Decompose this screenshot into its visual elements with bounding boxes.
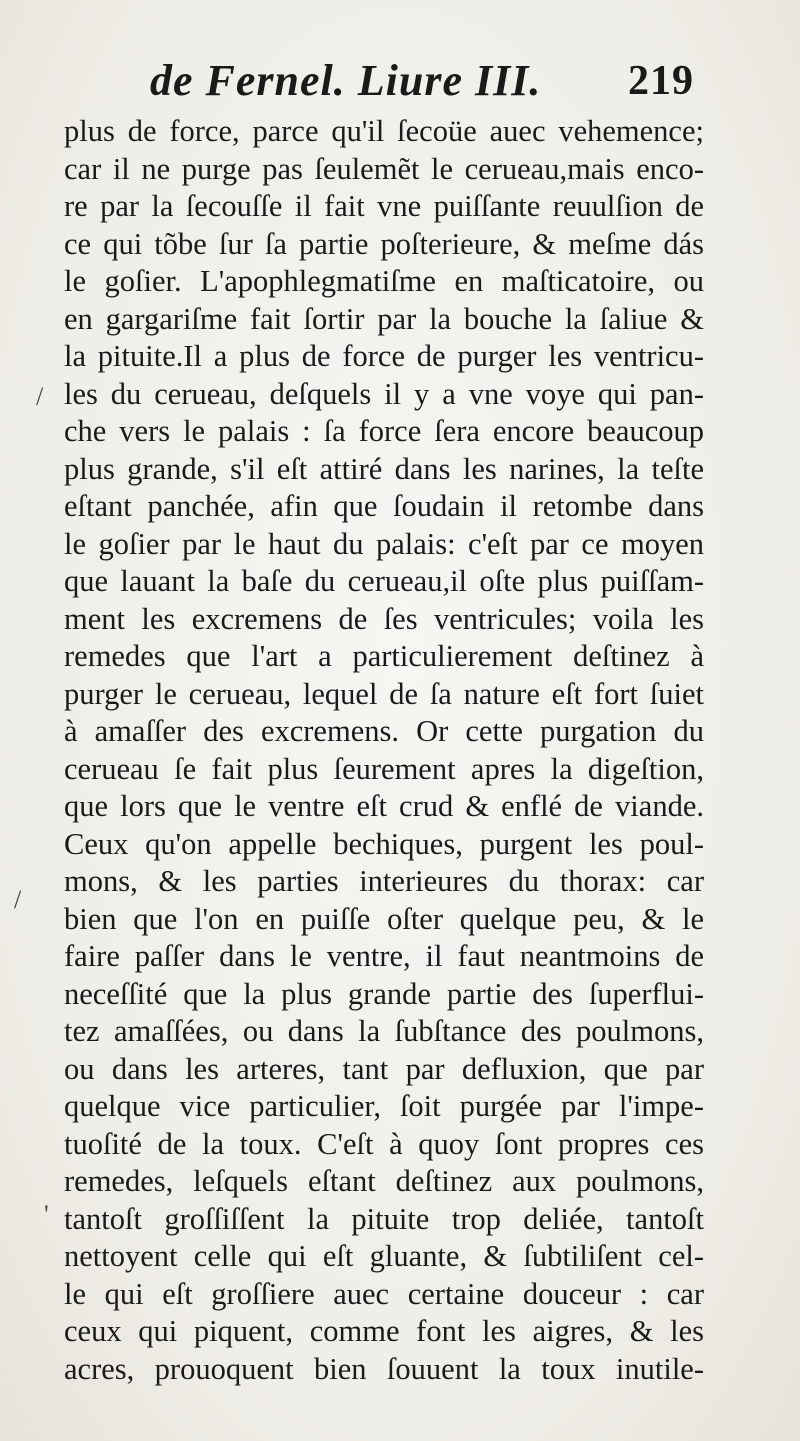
body-text	[64, 113, 704, 1388]
text-line: re par la ſecouſſe il fait vne puiſſante reuulſion de	[64, 189, 704, 223]
text-line: bien que l'on en puiſſe oſter quelque peu, & le	[64, 901, 704, 936]
text-line: tez amaſſées, ou dans la ſubſtance des poulmons,	[64, 1014, 704, 1048]
text-line: acres, prouoquent bien ſouuent la toux inutile-	[64, 1351, 704, 1386]
text-line: à amaſſer des excremens. Or cette purgation du	[64, 714, 704, 748]
margin-mark: '	[44, 1200, 49, 1229]
page-header	[0, 55, 800, 115]
text-line: ou dans les arteres, tant par defluxion, que par	[64, 1051, 704, 1086]
text-line: mons, & les parties interieures du thorax: car	[64, 864, 704, 898]
text-line: que lors que le ventre eſt crud & enflé de viande.	[64, 789, 704, 823]
text-line: le goſier. L'apophlegmatiſme en maſticatoire, ou	[64, 264, 704, 298]
text-line: tantoſt groſſiſſent la pituite trop deliée, tantoſt	[64, 1201, 704, 1236]
running-title: de Fernel. Liure III.	[150, 56, 542, 105]
text-line: ment les excremens de ſes ventricules; voila les	[64, 601, 704, 636]
text-line: purger le cerueau, lequel de ſa nature eſt fort ſuiet	[64, 676, 704, 711]
text-line: que lauant la baſe du cerueau,il oſte plus puiſſam-	[64, 564, 704, 598]
text-line: le goſier par le haut du palais: c'eſt par ce moyen	[64, 526, 704, 561]
text-line: remedes, leſquels eſtant deſtinez aux poulmons,	[64, 1164, 704, 1198]
text-line: les du cerueau, deſquels il y a vne voye qui pan-	[64, 376, 704, 411]
text-line: faire paſſer dans le ventre, il faut neantmoins de	[64, 939, 704, 973]
text-line: cerueau ſe fait plus ſeurement apres la digeſtion,	[64, 751, 704, 786]
text-line: remedes que l'art a particulierement deſtinez à	[64, 639, 704, 673]
text-line: nettoyent celle qui eſt gluante, & ſubtiliſent cel-	[64, 1239, 704, 1273]
page-number: 219	[628, 58, 694, 104]
text-line: ce qui tõbe ſur ſa partie poſterieure, & meſme dás	[64, 226, 704, 261]
text-line: en gargariſme fait ſortir par la bouche la ſaliue &	[64, 301, 704, 336]
text-line: le qui eſt groſſiere auec certaine douceur : car	[64, 1276, 704, 1311]
text-line: tuoſité de la toux. C'eſt à quoy ſont propres ces	[64, 1126, 704, 1161]
text-line: plus de force, parce qu'il ſecoüe auec vehemence;	[64, 114, 704, 148]
text-line: la pituite.Il a plus de force de purger les ventricu-	[64, 339, 704, 373]
text-line: plus grande, s'il eſt attiré dans les narines, la teſte	[64, 451, 704, 486]
text-line: Ceux qu'on appelle bechiques, purgent les poul-	[64, 826, 704, 861]
text-line: eſtant panchée, afin que ſoudain il retombe dans	[64, 489, 704, 523]
text-line: ceux qui piquent, comme font les aigres, & les	[64, 1314, 704, 1348]
text-line: quelque vice particulier, ſoit purgée par l'impe-	[64, 1089, 704, 1123]
text-line: car il ne purge pas ſeulemẽt le cerueau,mais enco-	[64, 151, 704, 186]
text-line: neceſſité que la plus grande partie des ſuperfluі-	[64, 976, 704, 1011]
margin-mark: /	[14, 885, 22, 914]
margin-mark: /	[36, 382, 44, 411]
text-line: che vers le palais : ſa force ſera encore beaucoup	[64, 414, 704, 448]
